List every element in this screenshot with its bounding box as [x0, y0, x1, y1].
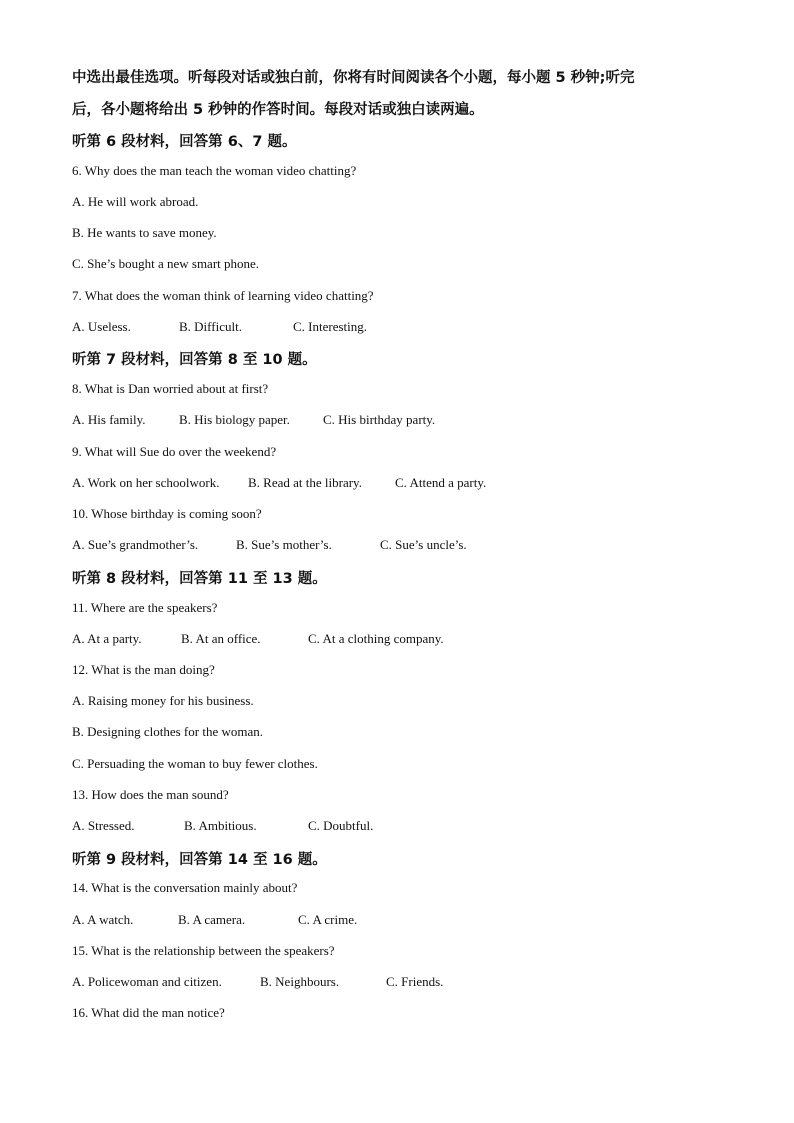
answer-option: C. At a clothing company.: [308, 631, 444, 646]
options-row: [72, 912, 357, 928]
answer-option: B. Designing clothes for the woman.: [72, 724, 263, 739]
answer-option: B. At an office.: [181, 631, 261, 646]
answer-option: B. A camera.: [178, 912, 246, 927]
question-stem: 10. Whose birthday is coming soon?: [72, 506, 262, 521]
answer-option: B. Neighbours.: [260, 974, 340, 989]
answer-option: A. Useless.: [72, 319, 131, 334]
instructions-line-1: 中选出最佳选项。听每段对话或独白前，你将有时间阅读各个小题，每小题 5 秒钟;听完: [72, 70, 635, 86]
answer-option: A. Raising money for his business.: [72, 693, 254, 708]
question-stem: 13. How does the man sound?: [72, 787, 229, 802]
answer-option: A. At a party.: [72, 631, 142, 646]
answer-option: B. He wants to save money.: [72, 225, 217, 240]
section-heading: 听第 9 段材料，回答第 14 至 16 题。: [72, 852, 327, 868]
answer-option: A. A watch.: [72, 912, 134, 927]
question-stem: 12. What is the man doing?: [72, 662, 215, 677]
options-row: [72, 475, 486, 491]
answer-option: B. His biology paper.: [179, 412, 290, 427]
answer-option: C. A crime.: [298, 912, 358, 927]
question-stem: 11. Where are the speakers?: [72, 600, 218, 615]
question-stem: 16. What did the man notice?: [72, 1005, 225, 1020]
section-heading: 听第 6 段材料，回答第 6、7 题。: [72, 134, 297, 150]
answer-option: A. Work on her schoolwork.: [72, 475, 220, 490]
options-row: [72, 319, 367, 335]
question-stem: 8. What is Dan worried about at first?: [72, 381, 269, 396]
answer-option: C. Doubtful.: [308, 818, 374, 833]
section-heading: 听第 7 段材料，回答第 8 至 10 题。: [72, 352, 317, 368]
answer-option: A. Stressed.: [72, 818, 135, 833]
answer-option: B. Ambitious.: [184, 818, 257, 833]
options-row: [72, 537, 467, 553]
answer-option: B. Sue’s mother’s.: [236, 537, 332, 552]
question-stem: 7. What does the woman think of learning video chatting?: [72, 288, 374, 303]
answer-option: C. Sue’s uncle’s.: [380, 537, 467, 552]
answer-option: A. Sue’s grandmother’s.: [72, 537, 199, 552]
question-stem: 9. What will Sue do over the weekend?: [72, 444, 277, 459]
question-stem: 15. What is the relationship between the speakers?: [72, 943, 335, 958]
options-row: [72, 412, 435, 428]
options-row: [72, 818, 373, 834]
answer-option: C. She’s bought a new smart phone.: [72, 256, 260, 271]
answer-option: C. Interesting.: [293, 319, 368, 334]
options-row: [72, 631, 444, 647]
section-heading: 听第 8 段材料，回答第 11 至 13 题。: [72, 571, 327, 587]
question-stem: 6. Why does the man teach the woman video chatting?: [72, 163, 357, 178]
answer-option: C. Friends.: [386, 974, 444, 989]
answer-option: B. Difficult.: [179, 319, 242, 334]
answer-option: A. His family.: [72, 412, 146, 427]
options-row: [72, 974, 443, 990]
answer-option: C. His birthday party.: [323, 412, 436, 427]
question-stem: 14. What is the conversation mainly about?: [72, 880, 298, 895]
answer-option: C. Persuading the woman to buy fewer clothes.: [72, 756, 318, 771]
instructions-line-2: 后，各小题将给出 5 秒钟的作答时间。每段对话或独白读两遍。: [72, 102, 484, 118]
answer-option: C. Attend a party.: [395, 475, 487, 490]
answer-option: A. He will work abroad.: [72, 194, 199, 209]
answer-option: B. Read at the library.: [248, 475, 362, 490]
answer-option: A. Policewoman and citizen.: [72, 974, 222, 989]
